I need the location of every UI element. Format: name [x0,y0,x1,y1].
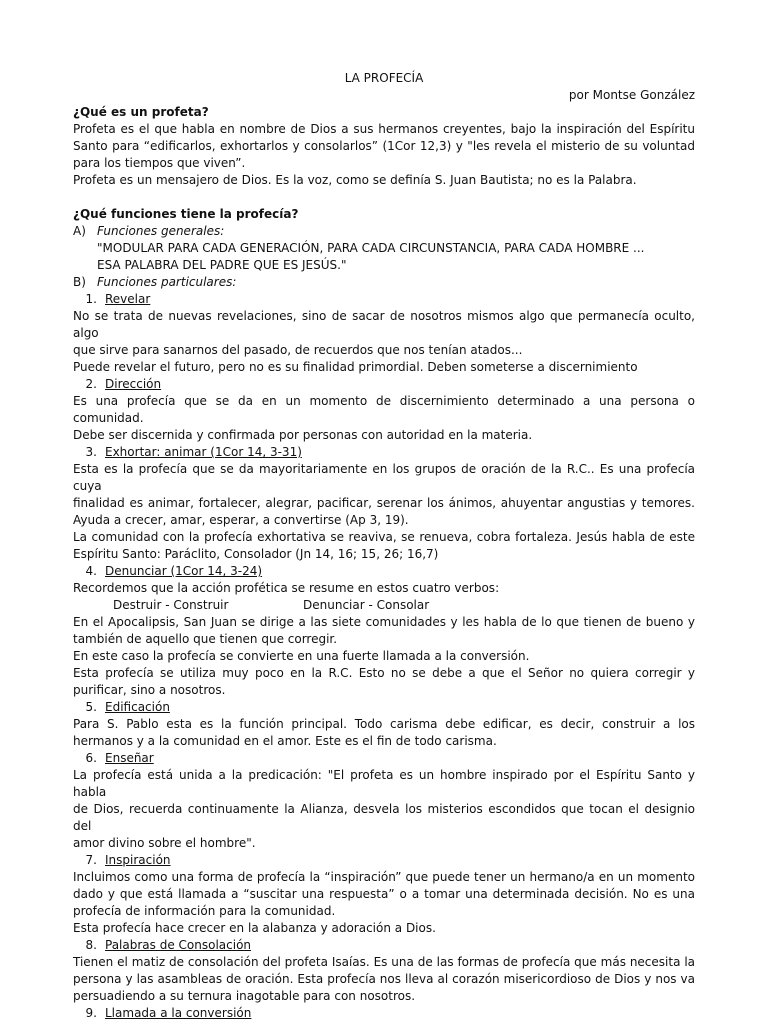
item-title: Revelar [105,292,151,306]
item-title: Dirección [105,377,162,391]
paragraph-line: Profeta es el que habla en nombre de Dios a sus hermanos creyentes, bajo la inspiración del Espíritu [73,122,695,136]
document-page [73,70,695,1022]
paragraph-line: Esta es la profecía que se da mayoritariamente en los grupos de oración de la R.C.. Es una profecía cuya [73,462,695,493]
paragraph-line: Tienen el matiz de consolación del profeta Isaías. Es una de las formas de profecía que más necesita la [73,955,695,969]
list-label: B) [73,275,86,289]
paragraph-line: Es una profecía que se da en un momento de discernimiento determinado a una persona o comunidad. [73,394,695,425]
item-number: 6. [85,751,97,765]
list-label: A) [73,224,86,238]
paragraph-line: Para S. Pablo esta es la función principal. Todo carisma debe edificar, es decir, construir a los [73,717,695,731]
paragraph-line: No se trata de nuevas revelaciones, sino de sacar de nosotros mismos algo que permanecía oculto, algo [73,309,695,340]
list-text: Funciones particulares: [97,275,237,289]
item-title: Exhortar: animar (1Cor 14, 3-31) [105,445,302,459]
paragraph-line: Incluimos como una forma de profecía la “inspiración” que puede tener un hermano/a en un momento [73,870,695,884]
item-number: 7. [85,853,97,867]
paragraph-line: purificar, sino a nosotros. [73,683,226,697]
item-title: Enseñar [105,751,154,765]
paragraph-line: Esta profecía se utiliza muy poco en la R.C. Esto no se debe a que el Señor no quiera corregir y [73,666,695,680]
spacer [73,189,695,206]
numbered-heading [73,937,695,954]
section-heading-funciones: ¿Qué funciones tiene la profecía? [73,207,299,221]
list-item-b [73,274,695,291]
item-number: 8. [85,938,97,952]
paragraph-line: hermanos y a la comunidad en el amor. Este es el fin de todo carisma. [73,734,497,748]
paragraph-line: persona y las asambleas de oración. Esta profecía nos lleva al corazón misericordioso de Dios y nos va [73,972,695,986]
paragraph-line: finalidad es animar, fortalecer, alegrar, pacificar, serenar los ánimos, ahuyentar angustias y temores. [73,496,695,510]
quote-line: "MODULAR PARA CADA GENERACIÓN, PARA CADA CIRCUNSTANCIA, PARA CADA HOMBRE ... [97,241,645,255]
paragraph-line: Debe ser discernida y confirmada por personas con autoridad en la materia. [73,428,533,442]
paragraph-line: Esta profecía hace crecer en la alabanza y adoración a Dios. [73,921,436,935]
paragraph-line: Ayuda a crecer, amar, esperar, a convertirse (Ap 3, 19). [73,513,409,527]
list-text: Funciones generales: [97,224,225,238]
paragraph-line: que sirve para sanarnos del pasado, de recuerdos que nos tenían atados... [73,343,523,357]
paragraph-line: La profecía está unida a la predicación: "El profeta es un hombre inspirado por el Espíritu Santo y habla [73,768,695,799]
item-number: 4. [85,564,97,578]
list-item-a [73,223,695,240]
paragraph-line: Profeta es un mensajero de Dios. Es la voz, como se definía S. Juan Bautista; no es la Palabra. [73,173,637,187]
numbered-heading [73,699,695,716]
paragraph-line: En el Apocalipsis, San Juan se dirige a las siete comunidades y les habla de lo que tienen de bueno y [73,615,695,629]
verb-pair: Destruir - Construir [113,598,229,612]
paragraph-line: Recordemos que la acción profética se resume en estos cuatro verbos: [73,581,500,595]
item-title: Edificación [105,700,170,714]
item-title: Llamada a la conversión [105,1006,252,1020]
item-title: Palabras de Consolación [105,938,252,952]
item-title: Inspiración [105,853,171,867]
paragraph-line: también de aquello que tienen que corregir. [73,632,338,646]
numbered-heading [73,1005,695,1022]
numbered-list [73,291,695,1022]
item-number: 1. [85,292,97,306]
numbered-heading [73,750,695,767]
paragraph-line: de Dios, recuerda continuamente la Alianza, desvela los misterios escondidos que tocan el designio del [73,802,695,833]
paragraph-line: La comunidad con la profecía exhortativa se reaviva, se renueva, cobra fortaleza. Jesús habla de este [73,530,695,544]
paragraph-line: Santo para “edificarlos, exhortarlos y consolarlos” (1Cor 12,3) y "les revela el misterio de su voluntad [73,139,695,153]
paragraph-line: profecía de información para la comunidad. [73,904,336,918]
numbered-heading [73,291,695,308]
paragraph-line: para los tiempos que viven”. [73,156,246,170]
numbered-heading [73,852,695,869]
verbs-line [73,597,695,614]
numbered-heading [73,444,695,461]
paragraph-line: persuadiendo a su ternura inagotable para con nosotros. [73,989,416,1003]
item-number: 9. [85,1006,97,1020]
paragraph-line: Puede revelar el futuro, pero no es su finalidad primordial. Deben someterse a discernimiento [73,360,638,374]
paragraph-line: amor divino sobre el hombre". [73,836,256,850]
paragraph-line: dado y que está llamada a “suscitar una respuesta” o a tomar una determinada decisión. No es una [73,887,695,901]
item-number: 2. [85,377,97,391]
numbered-heading [73,376,695,393]
quote-line: ESA PALABRA DEL PADRE QUE ES JESÚS." [97,258,347,272]
item-title: Denunciar (1Cor 14, 3-24) [105,564,263,578]
author-line: por Montse González [568,88,695,102]
item-number: 3. [85,445,97,459]
document-title: LA PROFECÍA [344,71,424,85]
section-heading-profeta: ¿Qué es un profeta? [73,105,209,119]
numbered-heading [73,563,695,580]
paragraph-line: Espíritu Santo: Paráclito, Consolador (Jn 14, 16; 15, 26; 16,7) [73,547,439,561]
item-number: 5. [85,700,97,714]
verb-pair: Denunciar - Consolar [303,598,430,612]
paragraph-line: En este caso la profecía se convierte en una fuerte llamada a la conversión. [73,649,530,663]
